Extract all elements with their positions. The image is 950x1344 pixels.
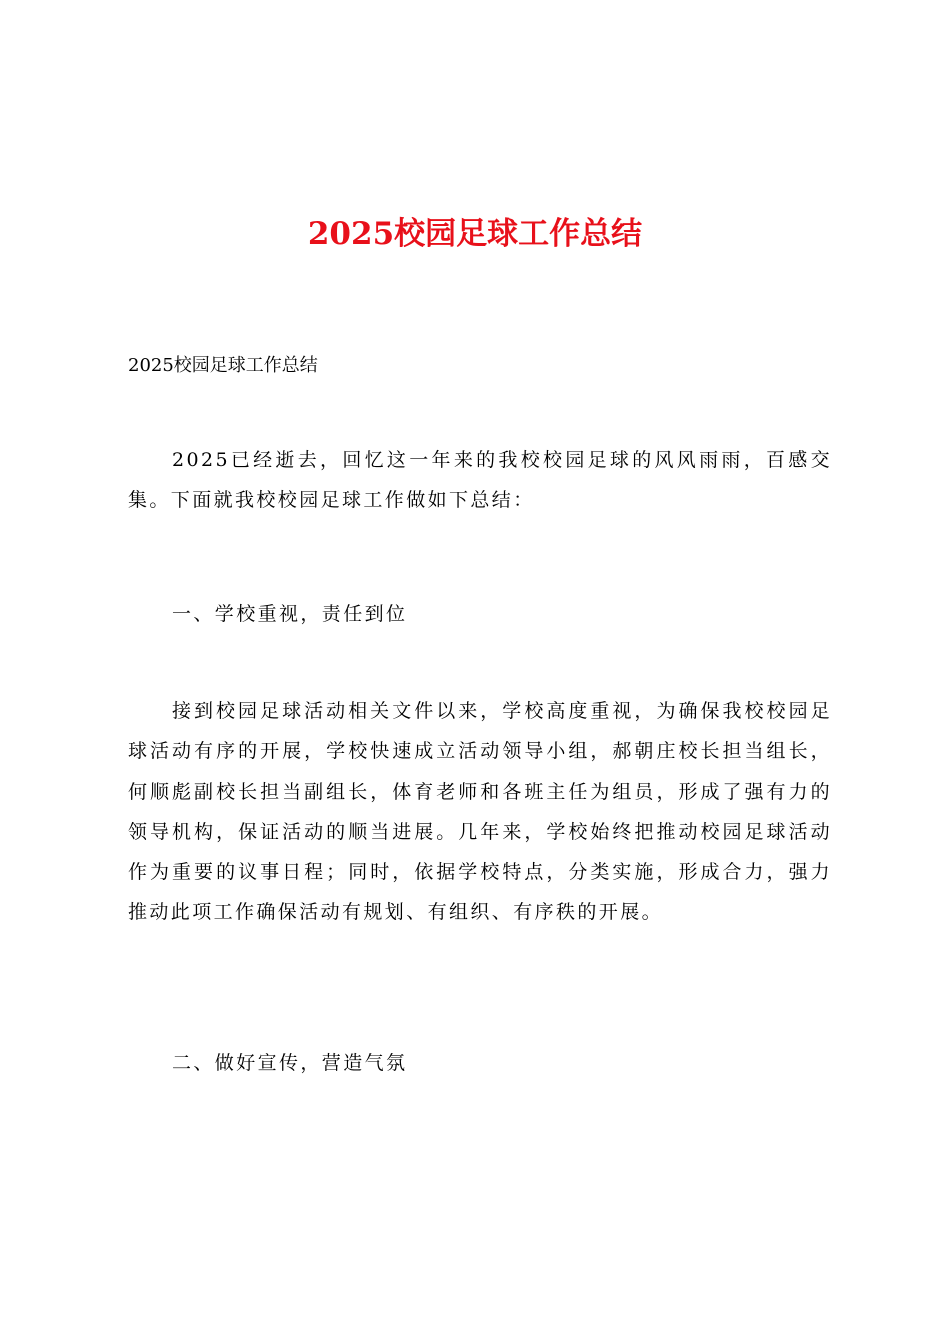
intro-paragraph: 2025已经逝去，回忆这一年来的我校校园足球的风风雨雨，百感交集。下面就我校校园足球工作做如下总结： <box>128 449 832 512</box>
section-one-paragraph: 接到校园足球活动相关文件以来，学校高度重视，为确保我校校园足球活动有序的开展，学校快速成立活动领导小组，郝朝庄校长担当组长，何顺彪副校长担当副组长，体育老师和各班主任为组员，形成了强有力的领导机构，保证活动的顺当进展。几年来，学校始终把推动校园足球活动作为重要的议事日程；同时，依据学校特点，分类实施，形成合力，强力推动此项工作确保活动有规划、有组织、有序秩的开展。 <box>128 700 832 924</box>
section-one-heading: 一、学校重视，责任到位 <box>172 603 408 625</box>
document-title: 2025校园足球工作总结 <box>307 216 643 252</box>
document-subtitle: 2025校园足球工作总结 <box>128 355 318 376</box>
section-two-heading: 二、做好宣传，营造气氛 <box>172 1052 408 1074</box>
